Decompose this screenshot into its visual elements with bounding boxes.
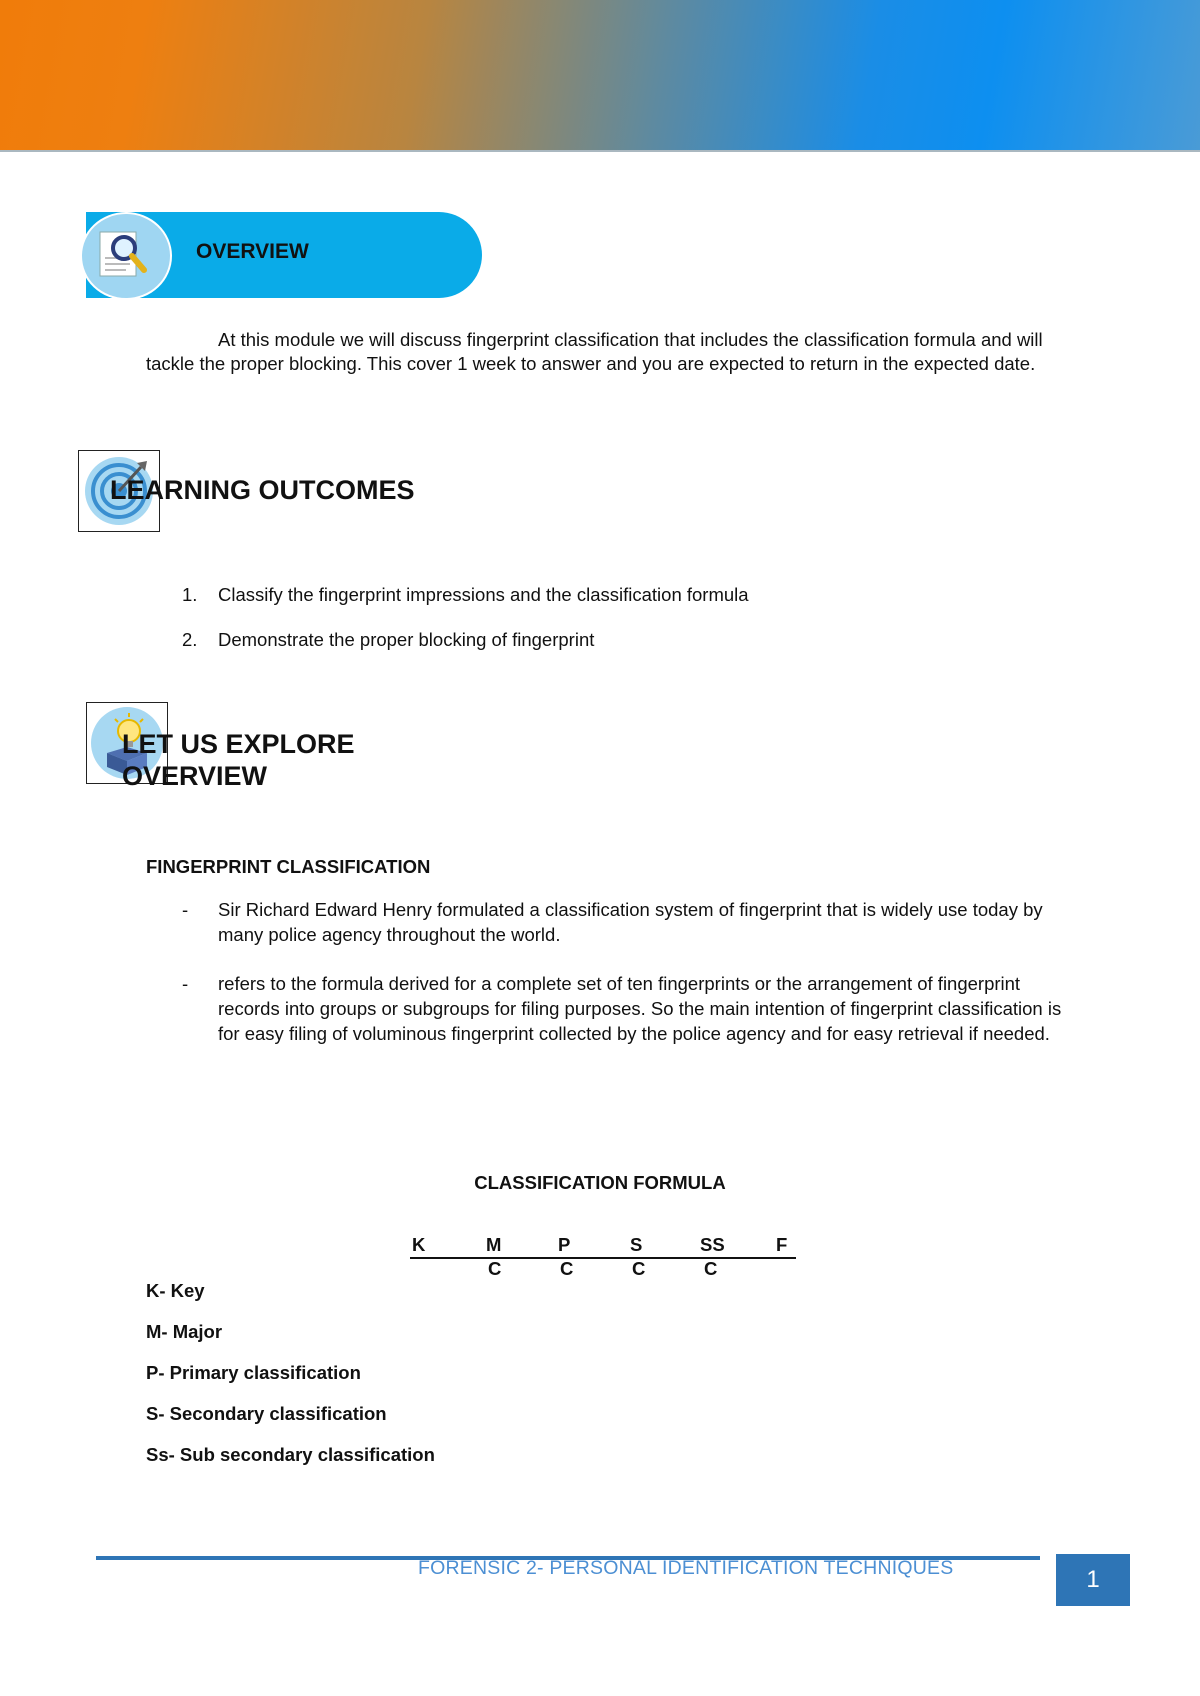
explore-title-line2: OVERVIEW	[122, 761, 268, 791]
formula-denominator: C	[560, 1258, 574, 1279]
list-text: Classify the fingerprint impressions and the classification formula	[218, 584, 749, 605]
list-text: Demonstrate the proper blocking of fingerprint	[218, 629, 595, 650]
bullet-dash: -	[182, 899, 189, 920]
legend-item: S- Secondary classification	[146, 1403, 387, 1424]
list-item	[182, 629, 749, 651]
legend-item: Ss- Sub secondary classification	[146, 1444, 435, 1465]
bullet-text: refers to the formula derived for a complete set of ten fingerprints or the arrangement of fingerprint records into groups or subgroups for filing purposes. So the main intention of fingerprint classification is for easy filing of voluminous fingerprint collected by the police agency and for easy retrieval if needed.	[218, 973, 1062, 1044]
explore-title-line1: LET US EXPLORE	[122, 729, 355, 759]
formula-numerator: F	[776, 1234, 788, 1255]
list-number: 1.	[182, 584, 198, 605]
explore-title	[122, 728, 355, 792]
classification-formula	[410, 1234, 796, 1284]
fingerprint-classification-heading: FINGERPRINT CLASSIFICATION	[146, 856, 431, 877]
formula-numerator: M	[486, 1234, 502, 1255]
footer-title: FORENSIC 2- PERSONAL IDENTIFICATION TECHNIQUES	[418, 1557, 954, 1579]
list-number: 2.	[182, 629, 198, 650]
bullet-list	[182, 897, 1062, 1070]
formula-legend	[146, 1280, 435, 1485]
formula-numerator: K	[412, 1234, 426, 1255]
formula-numerator: SS	[700, 1234, 725, 1255]
classification-formula-title: CLASSIFICATION FORMULA	[474, 1172, 726, 1193]
formula-divider	[410, 1257, 796, 1259]
formula-denominator: C	[632, 1258, 646, 1279]
learning-outcomes-title: LEARNING OUTCOMES	[110, 475, 415, 505]
formula-denominator: C	[488, 1258, 502, 1279]
magnifier-document-icon	[82, 214, 170, 298]
overview-label: OVERVIEW	[196, 240, 309, 263]
legend-item: K- Key	[146, 1280, 205, 1301]
list-item	[182, 584, 749, 606]
list-item	[182, 897, 1062, 947]
header-banner	[0, 0, 1200, 152]
page-number: 1	[1056, 1554, 1130, 1606]
formula-numerator: S	[630, 1234, 643, 1255]
legend-item: M- Major	[146, 1321, 223, 1342]
bullet-dash: -	[182, 973, 189, 994]
bullet-text: Sir Richard Edward Henry formulated a classification system of fingerprint that is widely use today by many police agency throughout the world.	[218, 899, 1043, 945]
formula-denominator: C	[704, 1258, 718, 1279]
list-item	[182, 971, 1062, 1046]
formula-numerator: P	[558, 1234, 571, 1255]
legend-item: P- Primary classification	[146, 1362, 361, 1383]
overview-paragraph: At this module we will discuss fingerprint classification that includes the classification formula and will tackle the proper blocking. This cover 1 week to answer and you are expected to return in the expected date.	[146, 329, 1043, 374]
outcomes-list	[182, 584, 749, 674]
